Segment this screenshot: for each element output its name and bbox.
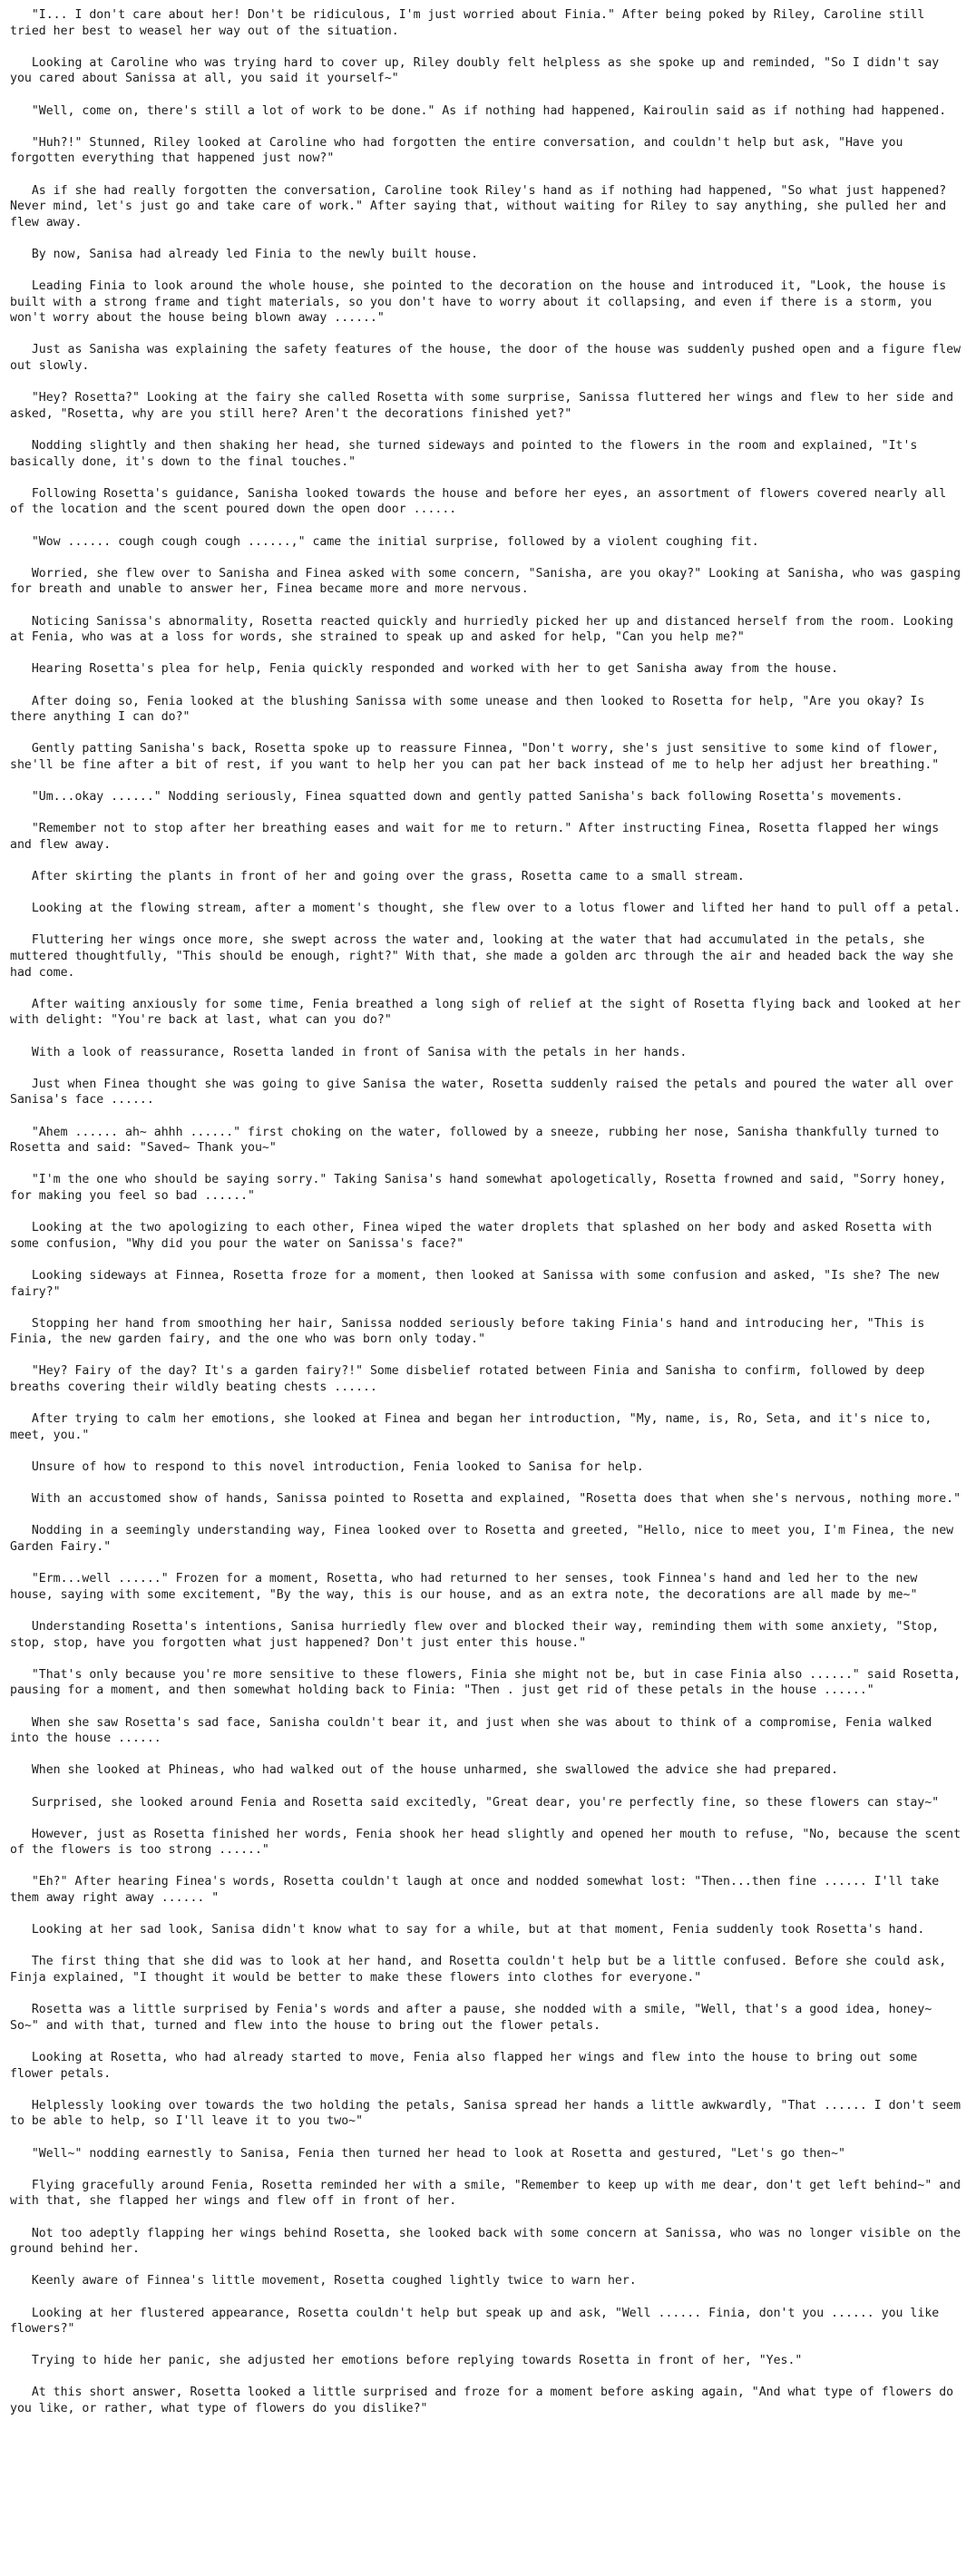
story-paragraph: "Huh?!" Stunned, Riley looked at Caroline who had forgotten the entire conversation, and couldn't help but ask, "Have you forgotten everything that happened just now?" (10, 135, 911, 166)
story-paragraph: After doing so, Fenia looked at the blushing Sanissa with some unease and then looked to Rosetta for help, "Are you okay? Is there anything I can do?" (10, 694, 932, 725)
story-paragraph: After waiting anxiously for some time, Fenia breathed a long sigh of relief at the sight of Rosetta flying back and looked at her with delight: "You're back at last, what can you do?" (10, 997, 968, 1028)
story-paragraph: Helplessly looking over towards the two holding the petals, Sanisa spread her hands a little awkwardly, "That ...... I don't seem to be able to help, so I'll leave it to you two~" (10, 2098, 968, 2129)
story-paragraph: When she looked at Phineas, who had walked out of the house unharmed, she swallowed the advice she had prepared. (31, 1763, 839, 1778)
story-paragraph: Leading Finia to look around the whole house, she pointed to the decoration on the house and introduced it, "Look, the house is built with a strong frame and tight materials, so you don't have to worry about it collapsing, and even if there is a storm, you won't worry about the house being blown away ......" (10, 279, 954, 326)
story-paragraph: Rosetta was a little surprised by Fenia's words and after a pause, she nodded with a smile, "Well, that's a good idea, honey~ So~" and with that, turned and flew into the house to bring out the flower petals. (10, 2003, 940, 2033)
story-paragraph: The first thing that she did was to look at her hand, and Rosetta couldn't help but be a little confused. Before she could ask, Finja explained, "I thought it would be better to make these flowers into clothes for everyone." (10, 1955, 954, 1986)
story-paragraph: Gently patting Sanisha's back, Rosetta spoke up to reassure Finnea, "Don't worry, she's just sensitive to some kind of flower, she'll be fine after a bit of rest, if you want to help her you can pat her back instead of me to help her adjust her breathing." (10, 742, 947, 772)
story-paragraph: Just when Finea thought she was going to give Sanisa the water, Rosetta suddenly raised the petals and poured the water all over Sanisa's face ...... (10, 1077, 961, 1107)
story-paragraph: Following Rosetta's guidance, Sanisha looked towards the house and before her eyes, an assortment of flowers covered nearly all of the location and the scent poured down the open door ...... (10, 486, 954, 517)
story-paragraph: Noticing Sanissa's abnormality, Rosetta reacted quickly and hurriedly picked her up and distanced herself from the room. Looking at Fenia, who was at a loss for words, she strained to speak up and asked for help, "Can you help me?" (10, 614, 961, 645)
story-paragraph: "Well, come on, there's still a lot of work to be done." As if nothing had happened, Kairoulin said as if nothing had happened. (31, 103, 947, 118)
story-paragraph: Looking sideways at Finnea, Rosetta froze for a moment, then looked at Sanissa with some confusion and asked, "Is she? The new fairy?" (10, 1268, 947, 1299)
story-paragraph: Just as Sanisha was explaining the safety features of the house, the door of the house was suddenly pushed open and a figure flew out slowly. (10, 343, 968, 374)
story-paragraph: After trying to calm her emotions, she looked at Finea and began her introduction, "My, name, is, Ro, Seta, and it's nice to, meet, you." (10, 1412, 940, 1442)
story-paragraph: "Erm...well ......" Frozen for a moment, Rosetta, who had returned to her senses, took Finnea's hand and led her to the new house, saying with some excitement, "By the way, this is our house, and as an extra note, the decorations are all made by me~" (10, 1572, 925, 1602)
story-paragraph: Not too adeptly flapping her wings behind Rosetta, she looked back with some concern at Sanissa, who was no longer visible on the ground behind her. (10, 2226, 968, 2257)
story-text (10, 7, 967, 2417)
story-paragraph: Looking at her sad look, Sanisa didn't know what to say for a while, but at that moment, Fenia suddenly took Rosetta's hand. (31, 1923, 925, 1937)
story-paragraph: Looking at Caroline who was trying hard to cover up, Riley doubly felt helpless as she spoke up and reminded, "So I didn't say you cared about Sanissa at all, you said it yourself~" (10, 55, 947, 86)
story-paragraph: "That's only because you're more sensitive to these flowers, Finia she might not be, but in case Finia also ......" said Rosetta, pausing for a moment, and then somewhat holding back to Finia: "Then . just get rid of these petals in the house ......" (10, 1667, 968, 1698)
story-paragraph: As if she had really forgotten the conversation, Caroline took Riley's hand as if nothing had happened, "So what just happened? Never mind, let's just go and take care of work." After saying that, without waiting for Riley to say anything, she pulled her and flew away. (10, 183, 954, 229)
story-paragraph: At this short answer, Rosetta looked a little surprised and froze for a moment before asking again, "And what type of flowers do you like, or rather, what type of flowers do you dislike?" (10, 2386, 961, 2416)
story-paragraph: "Remember not to stop after her breathing eases and wait for me to return." After instructing Finea, Rosetta flapped her wings and flew away. (10, 822, 947, 852)
story-paragraph: "Hey? Fairy of the day? It's a garden fairy?!" Some disbelief rotated between Finia and Sanisha to confirm, followed by deep breaths covering their wildly beating chests ...... (10, 1364, 932, 1395)
story-paragraph: By now, Sanisa had already led Finia to the newly built house. (31, 247, 479, 261)
story-paragraph: Fluttering her wings once more, she swept across the water and, looking at the water that had accumulated in the petals, she muttered thoughtfully, "This should be enough, right?" With that, she made a golden arc through the air and headed back the way she had come. (10, 933, 961, 980)
story-paragraph: Worried, she flew over to Sanisha and Finea asked with some concern, "Sanisha, are you okay?" Looking at Sanisha, who was gasping for breath and unable to answer her, Finea became more and more nervous. (10, 566, 968, 597)
story-paragraph: "Ahem ...... ah~ ahhh ......" first choking on the water, followed by a sneeze, rubbing her nose, Sanisha thankfully turned to Rosetta and said: "Saved~ Thank you~" (10, 1125, 947, 1156)
story-paragraph: "I'm the one who should be saying sorry." Taking Sanisa's hand somewhat apologetically, Rosetta frowned and said, "Sorry honey, for making you feel so bad ......" (10, 1173, 954, 1203)
story-paragraph: Flying gracefully around Fenia, Rosetta reminded her with a smile, "Remember to keep up with me dear, don't get left behind~" and with that, she flapped her wings and flew off in front of her. (10, 2178, 968, 2209)
story-paragraph: "I... I don't care about her! Don't be ridiculous, I'm just worried about Finia." After being poked by Riley, Caroline still tried her best to weasel her way out of the situation. (10, 8, 932, 38)
story-paragraph: Understanding Rosetta's intentions, Sanisa hurriedly flew over and blocked their way, reminding them with some anxiety, "Stop, stop, stop, have you forgotten what just happened? Don't just enter this house." (10, 1619, 947, 1650)
story-paragraph: With a look of reassurance, Rosetta landed in front of Sanisa with the petals in her hands. (31, 1045, 688, 1059)
story-paragraph: Surprised, she looked around Fenia and Rosetta said excitedly, "Great dear, you're perfectly fine, so these flowers can stay~" (31, 1795, 940, 1810)
story-paragraph: After skirting the plants in front of her and going over the grass, Rosetta came to a small stream. (31, 870, 745, 884)
story-paragraph: Unsure of how to respond to this novel introduction, Fenia looked to Sanisa for help. (31, 1460, 644, 1475)
story-paragraph: "Wow ...... cough cough cough ......," came the initial surprise, followed by a violent coughing fit. (31, 534, 759, 549)
story-paragraph: Nodding in a seemingly understanding way, Finea looked over to Rosetta and greeted, "Hello, nice to meet you, I'm Finea, the new Garden Fairy." (10, 1524, 961, 1554)
story-paragraph: Stopping her hand from smoothing her hair, Sanissa nodded seriously before taking Finia's hand and introducing her, "This is Finia, the new garden fairy, and the one who was born only today." (10, 1316, 932, 1347)
story-paragraph: With an accustomed show of hands, Sanissa pointed to Rosetta and explained, "Rosetta does that when she's nervous, nothing more." (31, 1492, 961, 1507)
story-paragraph: Looking at the flowing stream, after a moment's thought, she flew over to a lotus flower and lifted her hand to pull off a petal. (31, 902, 961, 916)
story-paragraph: "Well~" nodding earnestly to Sanisa, Fenia then turned her head to look at Rosetta and gestured, "Let's go then~" (31, 2146, 845, 2161)
story-paragraph: Hearing Rosetta's plea for help, Fenia quickly responded and worked with her to get Sanisha away from the house. (31, 662, 839, 677)
story-paragraph: Trying to hide her panic, she adjusted her emotions before replying towards Rosetta in front of her, "Yes." (31, 2354, 803, 2368)
story-paragraph: However, just as Rosetta finished her words, Fenia shook her head slightly and opened her mouth to refuse, "No, because the scent of the flowers is too strong ......" (10, 1827, 968, 1858)
story-paragraph: Looking at her flustered appearance, Rosetta couldn't help but speak up and ask, "Well ...... Finia, don't you ...... you like flowers?" (10, 2306, 947, 2337)
story-paragraph: When she saw Rosetta's sad face, Sanisha couldn't bear it, and just when she was about to think of a compromise, Fenia walked into the house ...... (10, 1715, 940, 1746)
story-paragraph: "Hey? Rosetta?" Looking at the fairy she called Rosetta with some surprise, Sanissa fluttered her wings and flew to her side and asked, "Rosetta, why are you still here? Aren't the decorations finished yet?" (10, 391, 961, 421)
story-paragraph: Looking at Rosetta, who had already started to move, Fenia also flapped her wings and flew into the house to bring out some flower petals. (10, 2051, 925, 2081)
story-paragraph: Looking at the two apologizing to each other, Finea wiped the water droplets that splashed on her body and asked Rosetta with some confusion, "Why did you pour the water on Sanissa's face?" (10, 1221, 940, 1251)
story-paragraph: Nodding slightly and then shaking her head, she turned sideways and pointed to the flowers in the room and explained, "It's basically done, it's down to the final touches." (10, 439, 925, 469)
story-paragraph: Keenly aware of Finnea's little movement, Rosetta coughed lightly twice to warn her. (31, 2274, 637, 2288)
story-paragraph: "Eh?" After hearing Finea's words, Rosetta couldn't laugh at once and nodded somewhat lost: "Then...then fine ...... I'll take them away right away ...... " (10, 1875, 947, 1906)
story-paragraph: "Um...okay ......" Nodding seriously, Finea squatted down and gently patted Sanisha's back following Rosetta's movements. (31, 790, 903, 805)
